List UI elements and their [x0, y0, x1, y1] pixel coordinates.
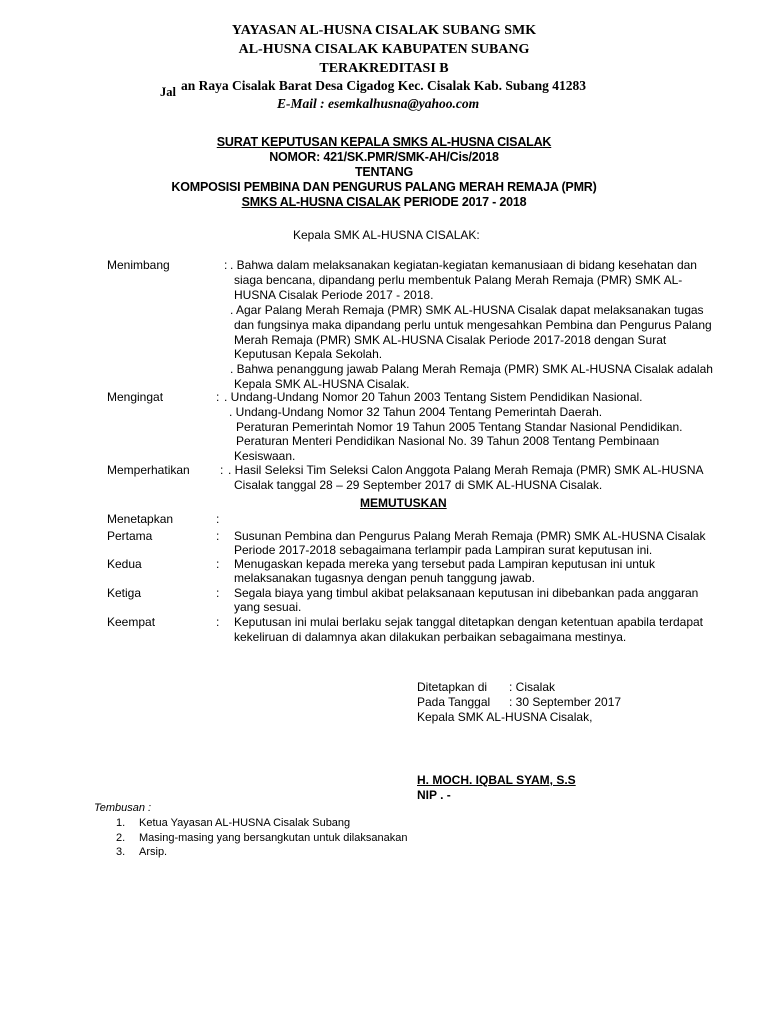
- colon-pertama: :: [216, 529, 220, 543]
- menimbang-p2-line1: . Agar Palang Merah Remaja (PMR) SMK AL-HUSNA Cisalak dapat melaksanakan tugas: [230, 303, 704, 317]
- tembusan-num-1: 1.: [116, 817, 126, 829]
- place-label: Ditetapkan di: [417, 680, 488, 694]
- period-text: PERIODE 2017 - 2018: [400, 195, 527, 209]
- memutuskan-heading: MEMUTUSKAN: [360, 496, 447, 510]
- keempat-line2: kekeliruan di dalamnya akan dilakukan perbaikan sebagaimana mestinya.: [234, 630, 627, 644]
- kedua-line2: melaksanakan tugasnya dengan penuh tanggung jawab.: [234, 571, 535, 585]
- signer-nip: NIP . -: [417, 788, 451, 802]
- letterhead-line-2: AL-HUSNA CISALAK KABUPATEN SUBANG: [238, 42, 530, 57]
- letterhead-line-1: YAYASAN AL-HUSNA CISALAK SUBANG SMK: [231, 23, 537, 38]
- doc-subject-line2: [0, 195, 768, 209]
- date-value: : 30 September 2017: [509, 695, 622, 709]
- signer-name: H. MOCH. IQBAL SYAM, S.S: [417, 773, 576, 787]
- address-prefix: Jal: [160, 85, 176, 99]
- colon-menetapkan: :: [216, 512, 220, 526]
- date-label: Pada Tanggal: [417, 695, 491, 709]
- letterhead-line-3: TERAKREDITASI B: [319, 61, 449, 76]
- pertama-line1: Susunan Pembina dan Pengurus Palang Merah Remaja (PMR) SMK AL-HUSNA Cisalak: [234, 529, 706, 543]
- colon-ketiga: :: [216, 586, 220, 600]
- tembusan-item-3: Arsip.: [139, 846, 168, 858]
- colon-memperhatikan: :: [220, 463, 224, 477]
- mengingat-item-4-line2: Kesiswaan.: [234, 449, 296, 463]
- label-pertama: Pertama: [107, 529, 153, 543]
- mengingat-item-2: . Undang-Undang Nomor 32 Tahun 2004 Tentang Pemerintah Daerah.: [229, 405, 603, 419]
- mengingat-item-3: Peraturan Pemerintah Nomor 19 Tahun 2005 Tentang Standar Nasional Pendidikan.: [236, 420, 683, 434]
- ketiga-line1: Segala biaya yang timbul akibat pelaksanaan keputusan ini dibebankan pada anggaran: [234, 586, 699, 600]
- email-line: E-Mail : esemkalhusna@yahoo.com: [277, 96, 480, 111]
- menimbang-p2-line4: Keputusan Kepala Sekolah.: [234, 347, 383, 361]
- colon-kedua: :: [216, 557, 220, 571]
- menimbang-p1-line1: . Bahwa dalam melaksanakan kegiatan-kegiatan kemanusiaan di bidang kesehatan dan: [230, 258, 697, 272]
- colon-keempat: :: [216, 615, 220, 629]
- tembusan-item-1: Ketua Yayasan AL-HUSNA Cisalak Subang: [139, 817, 351, 829]
- tembusan-item-2: Masing-masing yang bersangkutan untuk dilaksanakan: [139, 832, 408, 844]
- memperhatikan-line2: Cisalak tanggal 28 – 29 September 2017 di SMK AL-HUSNA Cisalak.: [234, 478, 603, 492]
- tembusan-num-3: 3.: [116, 846, 126, 858]
- tembusan-title: Tembusan :: [94, 802, 152, 814]
- doc-title: SURAT KEPUTUSAN KEPALA SMKS AL-HUSNA CISALAK: [216, 135, 552, 149]
- ketiga-line2: yang sesuai.: [234, 600, 302, 614]
- menimbang-p2-line3: Merah Remaja (PMR) SMK AL-HUSNA Cisalak Periode 2017-2018 dengan Surat: [234, 333, 667, 347]
- tembusan-num-2: 2.: [116, 832, 126, 844]
- label-kedua: Kedua: [107, 557, 142, 571]
- doc-number: NOMOR: 421/SK.PMR/SMK-AH/Cis/2018: [269, 150, 499, 164]
- memperhatikan-line1: . Hasil Seleksi Tim Seleksi Calon Anggota Palang Merah Remaja (PMR) SMK AL-HUSNA: [228, 463, 704, 477]
- opening-line: Kepala SMK AL-HUSNA CISALAK:: [293, 228, 480, 242]
- colon-menimbang: :: [224, 258, 228, 272]
- mengingat-item-4-line1: Peraturan Menteri Pendidikan Nasional No. 39 Tahun 2008 Tentang Pembinaan: [236, 434, 660, 448]
- keempat-line1: Keputusan ini mulai berlaku sejak tanggal ditetapkan dengan ketentuan apabila terdapat: [234, 615, 704, 629]
- label-menetapkan: Menetapkan: [107, 512, 174, 526]
- address-line: an Raya Cisalak Barat Desa Cigadog Kec. Cisalak Kab. Subang 41283: [181, 78, 587, 93]
- label-mengingat: Mengingat: [107, 390, 164, 404]
- label-keempat: Keempat: [107, 615, 156, 629]
- pertama-line2: Periode 2017-2018 sebagaimana terlampir pada Lampiran surat keputusan ini.: [234, 543, 653, 557]
- school-name-underlined: SMKS AL-HUSNA CISALAK: [241, 195, 401, 209]
- label-menimbang: Menimbang: [107, 258, 170, 272]
- menimbang-p3-line2: Kepala SMK AL-HUSNA Cisalak.: [234, 377, 410, 391]
- colon-mengingat: :: [216, 390, 220, 404]
- label-memperhatikan: Memperhatikan: [107, 463, 190, 477]
- doc-subject: KOMPOSISI PEMBINA DAN PENGURUS PALANG MERAH REMAJA (PMR): [171, 180, 597, 194]
- menimbang-p1-line2: siaga bencana, dipandang perlu membentuk Palang Merah Remaja (PMR) SMK AL-: [234, 273, 683, 287]
- menimbang-p2-line2: dan fungsinya maka dipandang perlu untuk mengesahkan Pembina dan Pengurus Palang: [234, 318, 712, 332]
- menimbang-p1-line3: HUSNA Cisalak Periode 2017 - 2018.: [234, 288, 434, 302]
- place-value: : Cisalak: [509, 680, 556, 694]
- doc-tentang: TENTANG: [354, 165, 414, 179]
- menimbang-p3-line1: . Bahwa penanggung jawab Palang Merah Remaja (PMR) SMK AL-HUSNA Cisalak adalah: [230, 362, 713, 376]
- signer-position: Kepala SMK AL-HUSNA Cisalak,: [417, 710, 593, 724]
- label-ketiga: Ketiga: [107, 586, 142, 600]
- kedua-line1: Menugaskan kepada mereka yang tersebut pada Lampiran keputusan ini untuk: [234, 557, 655, 571]
- mengingat-item-1: . Undang-Undang Nomor 20 Tahun 2003 Tentang Sistem Pendidikan Nasional.: [224, 390, 643, 404]
